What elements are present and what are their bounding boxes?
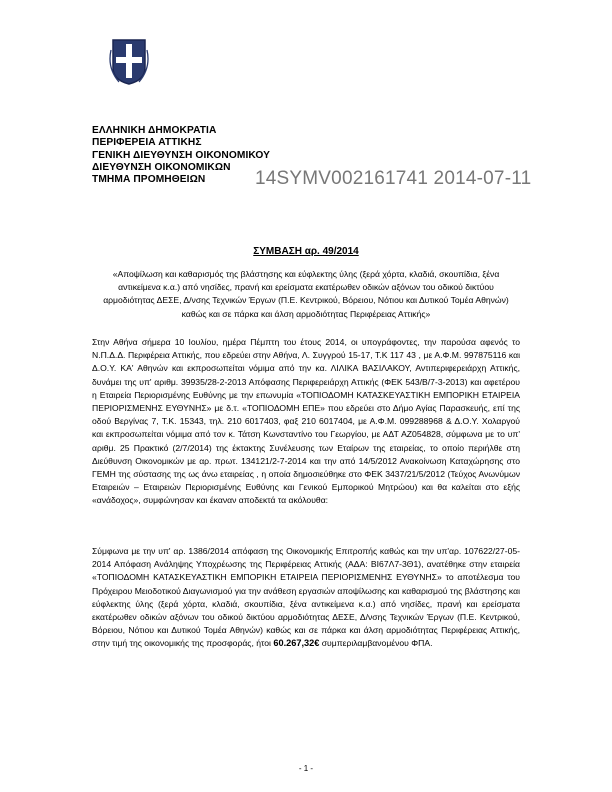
- contract-subject: «Αποψίλωση και καθαρισμός της βλάστησης και εύφλεκτης ύλης (ξερά χόρτα, κλαδιά, σκουπίδια, ξένα αντικείμενα κ.α.) από νησίδες, πρανή και ερείσματα εκατέρωθεν οδικών αξόνων του οδικού δικτύου αρμοδιότητας ΔΕΣΕ, Δ/νσης Τεχνικών Έργων (Π.Ε. Κεντρικού, Βόρειου, Νότιου και Δυτικού Τομέα Αθηνών) καθώς και σε πάρκα και άλση αρμοδιότητας Περιφέρειας Αττικής»: [103, 269, 509, 319]
- contract-title: ΣΥΜΒΑΣΗ αρ. 49/2014: [253, 246, 359, 257]
- header-line: ΕΛΛΗΝΙΚΗ ΔΗΜΟΚΡΑΤΙΑ: [92, 125, 217, 136]
- page-number: - 1 -: [298, 764, 314, 773]
- header-line: ΤΜΗΜΑ ΠΡΟΜΗΘΕΙΩΝ: [92, 174, 206, 186]
- header-line: ΠΕΡΙΦΕΡΕΙΑ ΑΤΤΙΚΗΣ: [92, 137, 202, 149]
- award-paragraph: [92, 545, 520, 651]
- greek-coat-of-arms-icon: [109, 38, 149, 86]
- contract-amount: 60.267,32€: [273, 638, 320, 649]
- parties-paragraph: Στην Αθήνα σήμερα 10 Ιουλίου, ημέρα Πέμπτη του έτους 2014, οι υπογράφοντες, την παρούσα αφενός το Ν.Π.Δ.Δ. Περιφέρεια Αττικής, που εδρεύει στην Αθήνα, Λ. Συγγρού 15-17, Τ.Κ 117 43 , με Α.Φ.Μ. 997875116 και Δ.Ο.Υ. ΚΑ' Αθηνών και εκπροσωπείται νόμιμα από την κα. ΛΙΛΙΚΑ ΒΑΣΙΛΑΚΟΥ, Αντιπεριφερειάρχη Αττικής, δυνάμει της υπ' αριθμ. 39935/28-2-2013 Απόφασης Περιφερειάρχη Αττικής (ΦΕΚ 543/Β/7-3-2013) και αφετέρου η Εταιρεία Περιορισμένης Ευθύνης με την επωνυμία «ΤΟΠΙΟΔΟΜΗ ΚΑΤΑΣΚΕΥΑΣΤΙΚΗ ΕΜΠΟΡΙΚΗ ΕΤΑΙΡΕΙΑ ΠΕΡΙΟΡΙΣΜΕΝΗΣ ΕΥΘΥΝΗΣ» με δ.τ. «ΤΟΠΙΟΔΟΜΗ ΕΠΕ» που εδρεύει στο Δήμο Αγίας Παρασκευής, επί της οδού Βεργίνας 7, Τ.Κ. 15343, τηλ. 210 6017403, φαξ 210 6017404, με Α.Φ.Μ. 099288968 & Δ.Ο.Υ. Χολαργού και εκπροσωπείται νόμιμα από τον κ. Τάτση Κωνσταντίνο του Γεωργίου, με ΑΔΤ ΑΖ054828, σύμφωνα με το υπ' αριθμ. 25 Πρακτικό (2/7/2014) της έκτακτης Συνέλευσης των Εταίρων της εταιρείας, το οποίο περιήλθε στη Διεύθυνση Οικονομικών με αρ. πρωτ. 134121/2-7-2014 και την από 14/5/2012 Ανακοίνωση Καταχώρησης στο ΓΕΜΗ της σύστασης της ως άνω εταιρείας , η οποία δημοσιεύθηκε στο ΦΕΚ 3437/21/5/2012 (Τεύχος Ανωνύμων Εταιρειών – Εταιρειών Περιορισμένης Ευθύνης και Γενικού Εμπορικού Μητρώου) και θα καλείται στο εξής «ανάδοχος», συμφώνησαν και έκαναν αποδεκτά τα ακόλουθα:: [92, 337, 520, 506]
- award-paragraph-text: Σύμφωνα με την υπ' αρ. 1386/2014 απόφαση της Οικονομικής Επιτροπής καθώς και την υπ'αρ. 107622/27-05-2014 Απόφαση Ανάληψης Υποχρέωσης της Περιφέρειας Αττικής (ΑΔΑ: ΒΙ67Λ7-3Θ1), ανατέθηκε στην εταιρεία «ΤΟΠΙΟΔΟΜΗ ΚΑΤΑΣΚΕΥΑΣΤΙΚΗ ΕΜΠΟΡΙΚΗ ΕΤΑΙΡΕΙΑ ΠΕΡΙΟΡΙΣΜΕΝΗΣ ΕΥΘΥΝΗΣ» το αποτέλεσμα του Πρόχειρου Μειοδοτικού Διαγωνισμού για την ανάθεση εργασιών αποψίλωσης και καθαρισμού της βλάστησης και εύφλεκτης ύλης (ξερά χόρτα, κλαδιά, σκουπίδια, ξένα αντικείμενα κ.α.) από νησίδες, πρανή και ερείσματα εκατέρωθεν οδικών αξόνων του οδικού δικτύου αρμοδιότητας ΔΕΣΕ, Δ/νσης Τεχνικών Έργων (Π.Ε. Κεντρικού, Βόρειου, Νότιου και Δυτικού Τομέα Αθηνών) καθώς και σε πάρκα και άλση αρμοδιότητας Περιφέρειας Αττικής, στην τιμή της οικονομικής της προσφοράς, ήτοι: [92, 546, 520, 649]
- adam-stamp: 14SYMV002161741 2014-07-11: [255, 168, 532, 189]
- award-paragraph-tail: συμπεριλαμβανομένου ΦΠΑ.: [321, 638, 433, 649]
- header-line: ΓΕΝΙΚΗ ΔΙΕΥΘΥΝΣΗ ΟΙΚΟΝΟΜΙΚΟΥ: [92, 149, 271, 161]
- issuer-header: [92, 125, 270, 186]
- header-line: ΔΙΕΥΘΥΝΣΗ ΟΙΚΟΝΟΜΙΚΩΝ: [92, 161, 231, 173]
